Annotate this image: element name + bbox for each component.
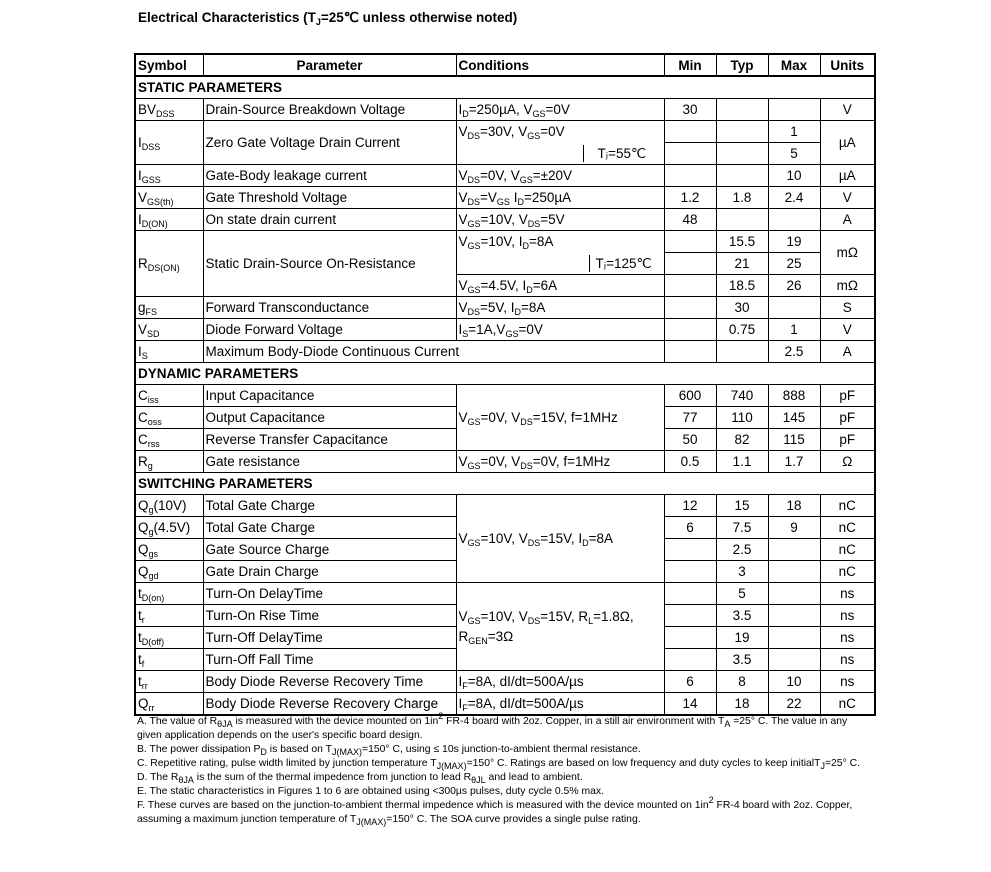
footnote-c: C. Repetitive rating, pulse width limited by junction temperature $T_{J(MAX)}=150^\circ$ C. Ratings are based on low frequency and duty cycles to keep initialT$_J$=25° C.	[137, 758, 861, 771]
max-cell: 1	[768, 319, 820, 341]
table-row	[135, 693, 875, 716]
parameter-cell: On state drain current	[203, 209, 456, 231]
symbol-cell: $Q_{gs}$	[135, 539, 203, 561]
max-cell: 115	[768, 429, 820, 451]
max-cell: 1.7	[768, 451, 820, 473]
min-cell: 30	[664, 99, 716, 121]
conditions-cell: $V_{DS}=V_{GS}$ $I_D=250\mu A$	[456, 187, 664, 209]
max-cell: 888	[768, 385, 820, 407]
symbol-cell: $t_{rr}$	[135, 671, 203, 693]
min-cell	[664, 319, 716, 341]
parameter-cell: Body Diode Reverse Recovery Charge	[203, 693, 456, 716]
typ-cell: 19	[716, 627, 768, 649]
section-row-switching	[135, 473, 875, 495]
parameter-cell: Gate Threshold Voltage	[203, 187, 456, 209]
units-cell: pF	[820, 407, 875, 429]
typ-cell: 15	[716, 495, 768, 517]
units-cell: S	[820, 297, 875, 319]
symbol-cell: $I_{DSS}$	[135, 121, 203, 165]
section-title: STATIC PARAMETERS	[135, 76, 875, 99]
symbol-cell: $t_{D(on)}$	[135, 583, 203, 605]
min-cell: 77	[664, 407, 716, 429]
units-cell: µA	[820, 121, 875, 165]
max-cell: 1	[768, 121, 820, 143]
symbol-cell: $t_f$	[135, 649, 203, 671]
parameter-cell: Drain-Source Breakdown Voltage	[203, 99, 456, 121]
symbol-cell: $R_{DS(ON)}$	[135, 231, 203, 297]
min-cell	[664, 121, 716, 143]
units-cell: nC	[820, 561, 875, 583]
parameter-cell: Turn-On DelayTime	[203, 583, 456, 605]
col-header-max: Max	[768, 54, 820, 76]
units-cell: A	[820, 341, 875, 363]
max-cell	[768, 605, 820, 627]
parameter-cell: Turn-Off Fall Time	[203, 649, 456, 671]
typ-cell	[716, 165, 768, 187]
typ-cell: 3.5	[716, 649, 768, 671]
typ-cell	[716, 143, 768, 165]
footnotes	[137, 711, 867, 827]
section-title: SWITCHING PARAMETERS	[135, 473, 875, 495]
min-cell: 6	[664, 517, 716, 539]
footnote-f: F. These curves are based on the junction-to-ambient thermal impedence which is measured with the device mounted on $1in^2$ FR-4 board with 2oz. Copper, assuming a maximum junction temperature of $T_{J(MAX)}=150^\circ$ C. The SOA curve provides a single pulse rating.	[137, 795, 853, 827]
units-cell: ns	[820, 649, 875, 671]
table-row	[135, 671, 875, 693]
symbol-cell: $R_g$	[135, 451, 203, 473]
typ-cell	[716, 121, 768, 143]
typ-cell: 18.5	[716, 275, 768, 297]
max-cell: 18	[768, 495, 820, 517]
conditions-cell: $V_{DS}=5V$, $I_D=8A$	[456, 297, 664, 319]
col-header-min: Min	[664, 54, 716, 76]
section-title: DYNAMIC PARAMETERS	[135, 363, 875, 385]
min-cell	[664, 231, 716, 253]
max-cell: 145	[768, 407, 820, 429]
table-row	[135, 121, 875, 143]
min-cell: 50	[664, 429, 716, 451]
parameter-cell: Zero Gate Voltage Drain Current	[203, 121, 456, 165]
typ-cell: 110	[716, 407, 768, 429]
page-title: Electrical Characteristics ($T_J=25℃$ unless otherwise noted)	[138, 10, 518, 27]
conditions-cell: $V_{GS}=0V$, $V_{DS}=0V$, f=1MHz	[456, 451, 664, 473]
min-cell: 48	[664, 209, 716, 231]
min-cell	[664, 165, 716, 187]
min-cell	[664, 539, 716, 561]
typ-cell: 82	[716, 429, 768, 451]
units-cell: Ω	[820, 451, 875, 473]
conditions-cell: $I_F=8A$, dI/dt=500A/µs	[456, 671, 664, 693]
min-cell: 1.2	[664, 187, 716, 209]
conditions-cell: $I_S=1A,V_{GS}=0V$	[456, 319, 664, 341]
parameter-cell: Gate-Body leakage current	[203, 165, 456, 187]
units-cell: pF	[820, 385, 875, 407]
max-cell: 2.4	[768, 187, 820, 209]
min-cell	[664, 583, 716, 605]
header-row	[135, 54, 875, 76]
units-cell: A	[820, 209, 875, 231]
max-cell	[768, 627, 820, 649]
col-header-symbol: Symbol	[135, 54, 203, 76]
units-cell: µA	[820, 165, 875, 187]
max-cell: 19	[768, 231, 820, 253]
table-row	[135, 583, 875, 605]
conditions-cell	[456, 253, 664, 275]
parameter-cell: Static Drain-Source On-Resistance	[203, 231, 456, 297]
conditions-cell: $V_{GS}=0V$, $V_{DS}=15V$, f=1MHz	[456, 385, 664, 451]
col-header-conditions: Conditions	[456, 54, 664, 76]
min-cell: 14	[664, 693, 716, 716]
units-cell: ns	[820, 583, 875, 605]
min-cell	[664, 275, 716, 297]
footnote-e: E. The static characteristics in Figures 1 to 6 are obtained using <300µs pulses, duty cycle 0.5% max.	[137, 786, 604, 797]
min-cell: 6	[664, 671, 716, 693]
units-cell: ns	[820, 671, 875, 693]
min-cell	[664, 605, 716, 627]
typ-cell: 8	[716, 671, 768, 693]
conditions-cell: $I_F=8A$, dI/dt=500A/µs	[456, 693, 664, 716]
table-row	[135, 319, 875, 341]
conditions-cell	[456, 143, 664, 165]
typ-cell	[716, 341, 768, 363]
symbol-cell: $BV_{DSS}$	[135, 99, 203, 121]
parameter-cell: Gate Drain Charge	[203, 561, 456, 583]
units-cell: V	[820, 187, 875, 209]
typ-cell: 3.5	[716, 605, 768, 627]
max-cell	[768, 209, 820, 231]
min-cell: 0.5	[664, 451, 716, 473]
symbol-cell: $C_{oss}$	[135, 407, 203, 429]
footnote-a: A. The value of $R_{\theta JA}$ is measured with the device mounted on $1in^2$ FR-4 board with 2oz. Copper, in a still air environment with $T_A =25^\circ$ C. The value in any given application depends on the user's specific board design.	[137, 711, 848, 741]
symbol-cell: $I_{GSS}$	[135, 165, 203, 187]
parameter-cell: Total Gate Charge	[203, 517, 456, 539]
parameter-cell: Reverse Transfer Capacitance	[203, 429, 456, 451]
typ-cell: 5	[716, 583, 768, 605]
units-cell: nC	[820, 517, 875, 539]
min-cell	[664, 627, 716, 649]
table-row	[135, 451, 875, 473]
units-cell: ns	[820, 605, 875, 627]
parameter-cell: Body Diode Reverse Recovery Time	[203, 671, 456, 693]
table-row	[135, 209, 875, 231]
units-cell: nC	[820, 539, 875, 561]
section-row-dynamic	[135, 363, 875, 385]
col-header-units: Units	[820, 54, 875, 76]
symbol-cell: $V_{SD}$	[135, 319, 203, 341]
conditions-cell: $V_{DS}=0V$, $V_{GS}=\pm 20V$	[456, 165, 664, 187]
table-row	[135, 99, 875, 121]
parameter-cell: Turn-On Rise Time	[203, 605, 456, 627]
col-header-parameter: Parameter	[203, 54, 456, 76]
min-cell	[664, 253, 716, 275]
parameter-cell: Forward Transconductance	[203, 297, 456, 319]
symbol-cell: $I_S$	[135, 341, 203, 363]
max-cell	[768, 649, 820, 671]
min-cell	[664, 297, 716, 319]
max-cell: 25	[768, 253, 820, 275]
units-cell: mΩ	[820, 275, 875, 297]
units-cell: V	[820, 319, 875, 341]
max-cell: 5	[768, 143, 820, 165]
min-cell: 600	[664, 385, 716, 407]
symbol-cell: $g_{FS}$	[135, 297, 203, 319]
table-row	[135, 231, 875, 253]
parameter-cell: Maximum Body-Diode Continuous Current	[203, 341, 664, 363]
units-cell: V	[820, 99, 875, 121]
typ-cell: 740	[716, 385, 768, 407]
typ-cell: 18	[716, 693, 768, 716]
units-cell: nC	[820, 693, 875, 716]
symbol-cell: $t_r$	[135, 605, 203, 627]
typ-cell	[716, 209, 768, 231]
parameter-cell: Input Capacitance	[203, 385, 456, 407]
footnote-b: B. The power dissipation $P_D$ is based on $T_{J(MAX)}=150^\circ$ C, using ≤ 10s junction-to-ambient thermal resistance.	[137, 744, 641, 757]
min-cell	[664, 561, 716, 583]
units-cell: mΩ	[820, 231, 875, 275]
symbol-cell: $C_{iss}$	[135, 385, 203, 407]
min-cell: 12	[664, 495, 716, 517]
section-row-static	[135, 76, 875, 99]
max-cell: 2.5	[768, 341, 820, 363]
max-cell	[768, 561, 820, 583]
symbol-cell: $Q_{gd}$	[135, 561, 203, 583]
typ-cell: 0.75	[716, 319, 768, 341]
conditions-cell: $V_{GS}=10V$, $V_{DS}=15V$, $I_D=8A$	[456, 495, 664, 583]
max-cell	[768, 297, 820, 319]
table-row	[135, 297, 875, 319]
min-cell	[664, 649, 716, 671]
tj-condition: Tⱼ=55℃	[583, 145, 647, 162]
conditions-cell: $V_{GS}=10V$, $V_{DS}=5V$	[456, 209, 664, 231]
col-header-typ: Typ	[716, 54, 768, 76]
parameter-cell: Gate resistance	[203, 451, 456, 473]
max-cell: 22	[768, 693, 820, 716]
symbol-cell: $t_{D(off)}$	[135, 627, 203, 649]
conditions-cell: $V_{GS}=10V$, $I_D=8A$	[456, 231, 664, 253]
conditions-cell: $V_{DS}=30V$, $V_{GS}=0V$	[456, 121, 664, 143]
conditions-cell: $I_D=250\mu A$, $V_{GS}=0V$	[456, 99, 664, 121]
electrical-characteristics-table	[134, 53, 876, 716]
parameter-cell: Turn-Off DelayTime	[203, 627, 456, 649]
parameter-cell: Output Capacitance	[203, 407, 456, 429]
table-row	[135, 385, 875, 407]
symbol-cell: $C_{rss}$	[135, 429, 203, 451]
typ-cell	[716, 99, 768, 121]
typ-cell: 2.5	[716, 539, 768, 561]
symbol-cell: $Q_{rr}$	[135, 693, 203, 716]
symbol-cell: $I_{D(ON)}$	[135, 209, 203, 231]
units-cell: pF	[820, 429, 875, 451]
max-cell	[768, 583, 820, 605]
typ-cell: 1.1	[716, 451, 768, 473]
max-cell: 26	[768, 275, 820, 297]
min-cell	[664, 143, 716, 165]
typ-cell: 3	[716, 561, 768, 583]
footnote-d: D. The $R_{\theta JA}$ is the sum of the thermal impedence from junction to lead $R_{\theta JL}$ and lead to ambient.	[137, 772, 583, 785]
parameter-cell: Total Gate Charge	[203, 495, 456, 517]
table-row	[135, 187, 875, 209]
table-row	[135, 495, 875, 517]
tj-condition: Tⱼ=125℃	[589, 255, 652, 272]
max-cell: 10	[768, 671, 820, 693]
table-row	[135, 165, 875, 187]
parameter-cell: Diode Forward Voltage	[203, 319, 456, 341]
typ-cell: 7.5	[716, 517, 768, 539]
max-cell	[768, 99, 820, 121]
typ-cell: 1.8	[716, 187, 768, 209]
max-cell	[768, 539, 820, 561]
conditions-cell: $V_{GS}=10V$, $V_{DS}=15V$, $R_L=1.8\Omega$, $R_{GEN}=3\Omega$	[456, 583, 664, 671]
max-cell: 9	[768, 517, 820, 539]
symbol-cell: $Q_g(10V)$	[135, 495, 203, 517]
conditions-cell: $V_{GS}=4.5V$, $I_D=6A$	[456, 275, 664, 297]
typ-cell: 21	[716, 253, 768, 275]
symbol-cell: $V_{GS(th)}$	[135, 187, 203, 209]
typ-cell: 15.5	[716, 231, 768, 253]
parameter-cell: Gate Source Charge	[203, 539, 456, 561]
units-cell: nC	[820, 495, 875, 517]
typ-cell: 30	[716, 297, 768, 319]
min-cell	[664, 341, 716, 363]
max-cell: 10	[768, 165, 820, 187]
units-cell: ns	[820, 627, 875, 649]
symbol-cell: $Q_g(4.5V)$	[135, 517, 203, 539]
table-row	[135, 341, 875, 363]
